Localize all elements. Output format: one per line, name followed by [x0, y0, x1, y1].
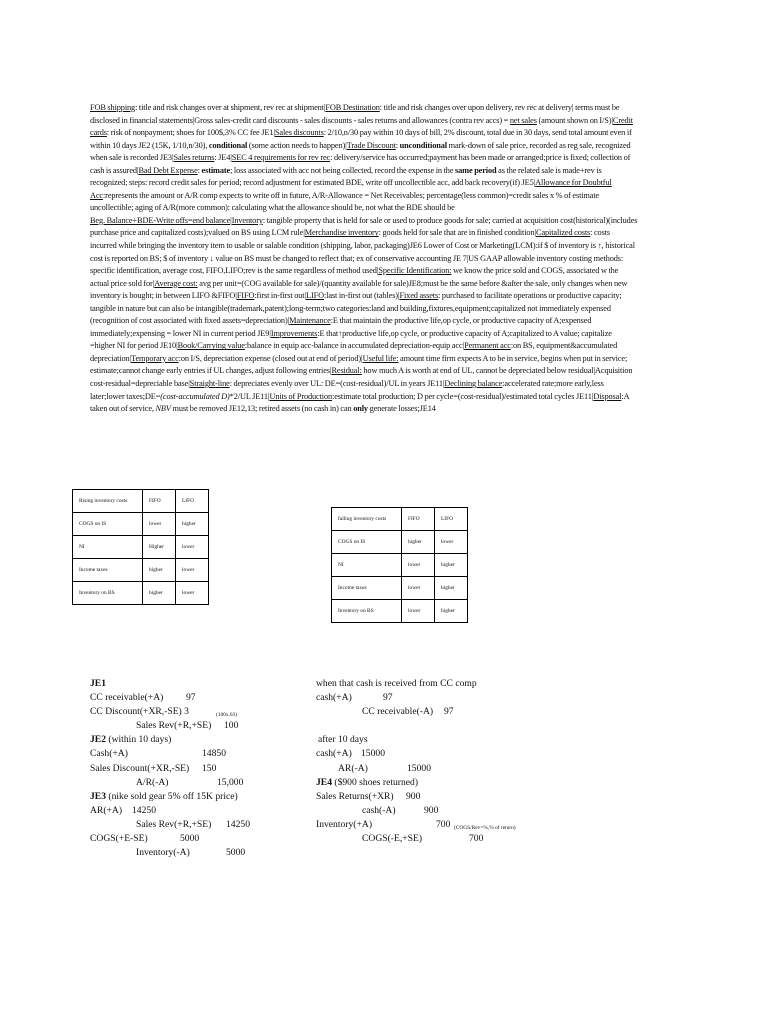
- term-maintenance: Maintenance: [289, 316, 331, 326]
- term-inventory: Inventory: [231, 215, 263, 225]
- term-average-cost: Average cost:: [154, 278, 198, 288]
- notes-text: :E that maintain the productive life,op cycle, or productive capacity of A;expensed immediately;expensing = lower NI in current period JE9|: [90, 316, 592, 338]
- je-amount: 97: [186, 692, 196, 704]
- table-cell: lower: [402, 554, 435, 577]
- table-cell: higher: [143, 559, 176, 582]
- je-amount: 5000: [226, 847, 246, 859]
- je-line: [90, 719, 320, 733]
- je-line: [90, 776, 320, 790]
- je-heading-row: [90, 677, 320, 691]
- term-sales-returns: Sales returns: [173, 153, 215, 163]
- je-amount: 97: [444, 706, 454, 718]
- emphasis-estimate: estimate: [201, 165, 231, 175]
- je-amount: 700: [469, 833, 484, 845]
- table-cell: Inventory on BS: [73, 582, 143, 605]
- emphasis-unconditional: unconditional: [399, 140, 447, 150]
- je-amount: 15000: [407, 762, 431, 774]
- table-row: [73, 536, 209, 559]
- notes-text: :: [395, 140, 400, 150]
- je-title-desc: (nike sold gear 5% off 15K price): [106, 790, 238, 802]
- je-title: JE2: [90, 734, 106, 746]
- je-account: cash(+A): [316, 748, 352, 760]
- je-title-desc: ($900 shoes returned): [332, 776, 419, 788]
- je-line: [316, 691, 556, 705]
- je-amount: 14250: [226, 818, 250, 830]
- notes-text: must be removed JE12,13; retired assets (no cash in) can: [170, 404, 354, 414]
- je-line: [90, 804, 320, 818]
- notes-text: :balance in equip acc-balance in accumulated depreciation-equip acc|: [244, 341, 465, 351]
- notes-text: :on I/S, depreciation expense (closed out at end of period)|: [178, 353, 363, 363]
- je-title-line: [90, 733, 171, 747]
- je-account: COGS(+E-SE): [90, 833, 148, 845]
- je-line: [316, 804, 556, 818]
- table-row: [332, 577, 468, 600]
- term-lifo: LIFO: [306, 291, 324, 301]
- je-account: Sales Rev(+R,+SE): [136, 720, 212, 732]
- falling-inventory-costs-table: [331, 507, 468, 623]
- term-fob-shipping: FOB shipping: [90, 103, 136, 112]
- je-heading-row: [316, 733, 556, 747]
- notes-text: ; loss associated with acc not being collected, record the expense in the: [230, 165, 456, 175]
- table-cell: lower: [176, 559, 209, 582]
- je-line: [316, 705, 556, 719]
- term-improvements: Improvements: [270, 328, 318, 338]
- notes-text: :first in-first out|: [254, 291, 306, 301]
- notes-text: we know the price sold and COGS, associated w the actual price sold for|: [90, 266, 619, 288]
- je-note: (COGS/Rev=%,% of return): [454, 824, 516, 831]
- notes-text: : JE4|: [214, 153, 232, 163]
- table-cell: lower: [402, 577, 435, 600]
- table-row: [73, 559, 209, 582]
- table-cell: higher: [435, 577, 468, 600]
- table-cell: NI: [332, 554, 402, 577]
- emphasis-formula: (cost-accumulated D): [160, 391, 230, 401]
- je-amount: 700: [436, 818, 451, 830]
- je-account: CC Discount(+XR,-SE) 3: [90, 706, 189, 718]
- je-account: A/R(-A): [136, 776, 169, 788]
- table-cell: higher: [435, 554, 468, 577]
- journal-entries-right: [316, 677, 556, 846]
- notes-text: :represents the amount or A/R comp expects to write off in future, A/R-Allowance = Net Receivables; percentage(less common)=credit sales x % of estimate uncollectible; aging of A/R(more common): calculating what the allowance should be, not what the BDE should be: [90, 190, 600, 213]
- table-header-row: [332, 508, 468, 531]
- je-amount: 150: [202, 762, 217, 774]
- term-temporary-acc: Temporary acc: [131, 353, 179, 363]
- table-row: [73, 513, 209, 536]
- je-amount: 97: [383, 692, 393, 704]
- table-cell: NI: [73, 536, 143, 559]
- study-notes-paragraph: [90, 102, 638, 416]
- table-header-cell: FIFO: [143, 490, 176, 513]
- je-heading-row: [316, 776, 556, 790]
- je-line: [316, 818, 556, 832]
- notes-text: :last in-first out (tables)|: [323, 291, 400, 301]
- term-residual: Residual:: [331, 366, 362, 376]
- journal-entries-left: [90, 677, 320, 860]
- notes-text: amount time firm expects A to be in service, begins when put in service; estimate;cannot change early entries if UL changes, adjust following entries|: [90, 353, 628, 376]
- je-line: [90, 818, 320, 832]
- table-header-cell: Rising inventory costs: [73, 490, 143, 513]
- term-bad-debt-expense: Bad Debt Expense: [138, 165, 198, 175]
- term-credit-cards: Credit cards: [90, 115, 633, 138]
- table-cell: lower: [435, 531, 468, 554]
- table-header-row: [73, 490, 209, 513]
- je-line: [90, 846, 320, 860]
- je-amount: 15,000: [217, 776, 244, 788]
- notes-text: :A taken out of service,: [90, 391, 630, 414]
- table-cell: higher: [176, 513, 209, 536]
- notes-text: :: [197, 165, 202, 175]
- je-amount: 100: [224, 720, 239, 732]
- notes-text: :estimate total production; D per cycle=(cost-residual)/estimated total cycles JE11|: [332, 391, 594, 401]
- term-allowance-doubtful-acc: Allowance for Doubtful Acc: [90, 178, 612, 200]
- notes-text: how much A is worth at end of UL, cannot be depreciated below residual|Acquisition cost-residual=depreciable base|: [90, 366, 633, 389]
- notes-text: : goods held for sale that are in finished condition|: [378, 228, 537, 238]
- je-title-desc: when that cash is received from CC comp: [316, 678, 477, 689]
- je-account: AR(-A): [338, 762, 368, 774]
- term-book-carrying-value: Book/Carrying value: [177, 341, 245, 351]
- table-cell: COGS on IS: [73, 513, 143, 536]
- je-line: [90, 691, 320, 705]
- term-fob-destination: FOB Destination: [325, 103, 380, 112]
- table-cell: lower: [143, 513, 176, 536]
- je-line: [316, 762, 556, 776]
- je-account: Inventory(+A): [316, 818, 373, 830]
- notes-text: *2/UL JE11|: [229, 391, 270, 401]
- emphasis-conditional: conditional: [208, 140, 248, 150]
- emphasis-same-period: same period: [455, 165, 497, 175]
- je-line: [90, 705, 320, 719]
- notes-text: mark-down of sale price, recorded as reg sale, recognized when sale is recorded JE3|: [90, 140, 631, 163]
- table-row: [73, 582, 209, 605]
- je-account: Sales Rev(+R,+SE): [136, 818, 212, 830]
- table-row: [332, 554, 468, 577]
- je-account: AR(+A): [90, 804, 123, 816]
- notes-text: :accelerated rate;more early,less later;lower taxes;DE=: [90, 379, 604, 401]
- term-capitalized-costs: Capitalized costs: [536, 228, 591, 238]
- je-heading-row: [90, 790, 320, 804]
- notes-text: : tangible property that is held for sale or used to produce goods for sale; carried at acquisition cost(historical)(includes purchase price and capitalized costs);valued on BS using LCM rule|: [90, 215, 638, 238]
- je-title-desc: after 10 days: [318, 734, 368, 746]
- term-trade-discount: Trade Discount: [346, 140, 396, 150]
- notes-text: (amount shown on I/S)|: [536, 115, 613, 125]
- notes-text: generate losses;JE14: [367, 404, 436, 414]
- term-useful-life: Useful life:: [362, 353, 399, 363]
- table-cell: lower: [402, 600, 435, 623]
- notes-text: : title and risk changes over at shipment, rev rec at shipment|: [135, 103, 326, 112]
- rising-inventory-costs-table: [72, 489, 209, 605]
- term-disposal: Disposal: [593, 391, 622, 401]
- je-account: cash(-A): [362, 804, 396, 816]
- table-header-cell: LIFO: [176, 490, 209, 513]
- je-amount: 900: [406, 790, 421, 802]
- term-straight-line: Straight-line: [189, 379, 230, 389]
- je-line: [316, 790, 556, 804]
- table-row: [332, 600, 468, 623]
- notes-text: : risk of nonpayment; shoes for 100$,3% CC fee JE1|: [106, 128, 275, 138]
- notes-text: :E that↑productive life,op cycle, or productive capacity of A;capitalized to A value; capitalize =higher NI for period JE10|: [90, 328, 612, 351]
- notes-text: : costs incurred while bringing the inventory item to usable or salable condition (shipping, labor, packaging)JE6 Lower of Cost or Marketing(LCM):if $ of inventory is ↑, historical cost is reported on BS; $ of inventory ↓ value on BS must be changed to reflect that; ex of conservative accounting JE 7|US GAAP allowable inventory costing methods: specific identification, average cost, FIFO,LIFO;rev is the same regardless of method used|: [90, 228, 635, 276]
- table-header-cell: LIFO: [435, 508, 468, 531]
- table-cell: higher: [402, 531, 435, 554]
- term-net-sales: net sales: [509, 115, 537, 125]
- je-account: COGS(-E,+SE): [362, 833, 423, 845]
- term-fifo: FIFO: [236, 291, 255, 301]
- je-amount: 5000: [180, 833, 200, 845]
- notes-text: : purchased to facilitate operations or productive capacity; tangible in nature but can also be intangible(trademark,patent);long-term;two categories:land and building,fixtures,equipment;capitalized not immediately expensed (recognition of cost associated with fixed assets=depreciation)|: [90, 291, 622, 326]
- term-declining-balance: Declining balance: [444, 379, 503, 389]
- notes-text: : depreciates evenly over UL: DE=(cost-residual)/UL in years JE11|: [229, 379, 445, 389]
- notes-text: avg per unit=(COG available for sale)/(quantity available for sale)JE8;must be the same before &after the sale, only changes when new inventory is bought; in between LIFO &FIFO|: [90, 278, 628, 301]
- term-balance-formula: Beg. Balance+BDE-Write offs=end balance|: [90, 215, 232, 225]
- je-account: cash(+A): [316, 692, 352, 704]
- term-specific-identification: Specific Identification:: [378, 266, 452, 276]
- je-heading-row: [90, 733, 320, 747]
- notes-text: (some action needs to happen)|: [247, 140, 347, 150]
- table-cell: Higher: [143, 536, 176, 559]
- je-account: CC receivable(-A): [362, 706, 434, 718]
- je-title-desc: (within 10 days): [106, 734, 172, 746]
- je-line: [90, 832, 320, 846]
- table-cell: Income taxes: [73, 559, 143, 582]
- term-units-of-production: Units of Production: [269, 391, 333, 401]
- table-cell: lower: [176, 536, 209, 559]
- table-cell: Income taxes: [332, 577, 402, 600]
- je-account: CC receivable(+A): [90, 692, 164, 704]
- term-sec-4-requirements: SEC 4 requirements for rev rec: [231, 153, 331, 163]
- je-title-line: [90, 790, 238, 804]
- je-title: JE3: [90, 790, 106, 802]
- emphasis-nbv: NBV: [155, 404, 171, 414]
- table-cell: COGS on IS: [332, 531, 402, 554]
- je-line: [90, 747, 320, 761]
- je-title-line: [316, 776, 418, 790]
- je-account: Sales Discount(+XR,-SE): [90, 762, 190, 774]
- table-cell: Inventory on BS: [332, 600, 402, 623]
- table-cell: higher: [435, 600, 468, 623]
- je-line: [90, 762, 320, 776]
- table-cell: lower: [176, 582, 209, 605]
- notes-text: :on BS, equipment&accumulated depreciation|: [90, 341, 618, 363]
- je-line: [316, 747, 556, 761]
- table-row: [332, 531, 468, 554]
- je-amount: 14250: [132, 804, 156, 816]
- je-line: [316, 832, 556, 846]
- je-spacer: [316, 719, 556, 733]
- term-fixed-assets: Fixed assets: [399, 291, 439, 301]
- notes-text: : 2/10,n/30 pay within 10 days of bill, 2% discount, total due in 30 days, send total amount even if within 10 days JE2 (15K, 1/10,n/30),: [90, 128, 632, 150]
- je-amount: 900: [424, 804, 439, 816]
- je-note: (100x.03): [216, 712, 238, 719]
- notes-text: : title and risk changes over upon delivery, rev rec at delivery| terms must be disclosed in financial statements|Gross sales-credit card discounts - sales discounts - sales returns and allowances (contra rev accs) =: [90, 103, 620, 125]
- je-account: Cash(+A): [90, 748, 128, 760]
- table-header-cell: falling inventory costs: [332, 508, 402, 531]
- je-amount: 14850: [202, 748, 226, 760]
- je-account: Sales Returns(+XR): [316, 790, 394, 802]
- term-merchandise-inventory: Merchandise inventory: [304, 228, 379, 238]
- je-title: JE4: [316, 776, 332, 788]
- emphasis-only: only: [353, 404, 368, 414]
- je-heading-row: [316, 677, 556, 691]
- term-sales-discounts: Sales discounts: [274, 128, 324, 138]
- je-title: JE1: [90, 678, 106, 689]
- notes-text: as the related sale is made+rev is recognized; steps: record credit sales for period; record adjustment for estimated BDE, write off uncollectible acc, add back recovery(if) JE5|: [90, 165, 602, 188]
- term-permanent-acc: Permanent acc: [464, 341, 511, 351]
- je-amount: 15000: [361, 748, 385, 760]
- table-header-cell: FIFO: [402, 508, 435, 531]
- je-account: Inventory(-A): [136, 847, 190, 859]
- table-cell: higher: [143, 582, 176, 605]
- notes-text: : delivery/service has occurred;payment has been made or arranged;price is fixed; collection of cash is assured|: [90, 153, 631, 175]
